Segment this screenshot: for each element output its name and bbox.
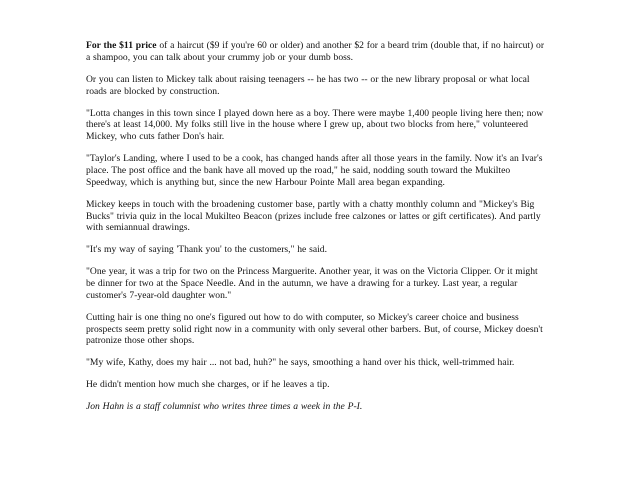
paragraph-thank-you: "It's my way of saying 'Thank you' to the customers," he said. bbox=[86, 244, 327, 256]
article-body bbox=[86, 40, 548, 423]
paragraph-wife: "My wife, Kathy, does my hair ... not bad, huh?" he says, smoothing a hand over his thick, well-trimmed hair. bbox=[86, 357, 515, 369]
paragraph-customer-base: Mickey keeps in touch with the broadening customer base, partly with a chatty monthly column and "Mickey's Big Bucks" trivia quiz in the local Mukilteo Beacon (prizes include free calzones or lattes or gift certificates). And partly with semiannual drawings. bbox=[86, 198, 541, 234]
byline: Jon Hahn is a staff columnist who writes three times a week in the P-I. bbox=[86, 401, 363, 413]
lead-bold-text: For the $11 price bbox=[86, 40, 157, 51]
paragraph-price-text: of a haircut ($9 if you're 60 or older) and another $2 for a beard trim (double that, if no haircut) or a shampoo, you can talk about your crummy job or your dumb boss. bbox=[86, 40, 545, 63]
paragraph-price bbox=[86, 40, 548, 64]
paragraph-listen: Or you can listen to Mickey talk about raising teenagers -- he has two -- or the new library proposal or what local roads are blocked by construction. bbox=[86, 73, 530, 97]
paragraph-cutting-hair: Cutting hair is one thing no one's figured out how to do with computer, so Mickey's career choice and business prospects seem pretty solid right now in a community with only several other barbers. But, of course, Mickey doesn't patronize those other shops. bbox=[86, 311, 543, 347]
paragraph-tip: He didn't mention how much she charges, or if he leaves a tip. bbox=[86, 379, 330, 391]
paragraph-changes: "Lotta changes in this town since I played down here as a boy. There were maybe 1,400 people living here then; now there's at least 14,000. My folks still live in the house where I grew up, about two blocks from here," volunteered Mickey, who cuts father Don's hair. bbox=[86, 107, 544, 143]
paragraph-drawings: "One year, it was a trip for two on the Princess Marguerite. Another year, it was on the Victoria Clipper. Or it might be dinner for two at the Space Needle. And in the autumn, we have a drawing for a turkey. Last year, a regular customer's 7-year-old daughter won." bbox=[86, 266, 538, 301]
paragraph-taylors-landing: "Taylor's Landing, where I used to be a cook, has changed hands after all those years in the family. Now it's an Ivar's place. The post office and the bank have all moved up the road," he said, nodding south toward the Mukilteo Speedway, which is anything but, since the new Harbour Pointe Mall area began expanding. bbox=[86, 153, 543, 188]
